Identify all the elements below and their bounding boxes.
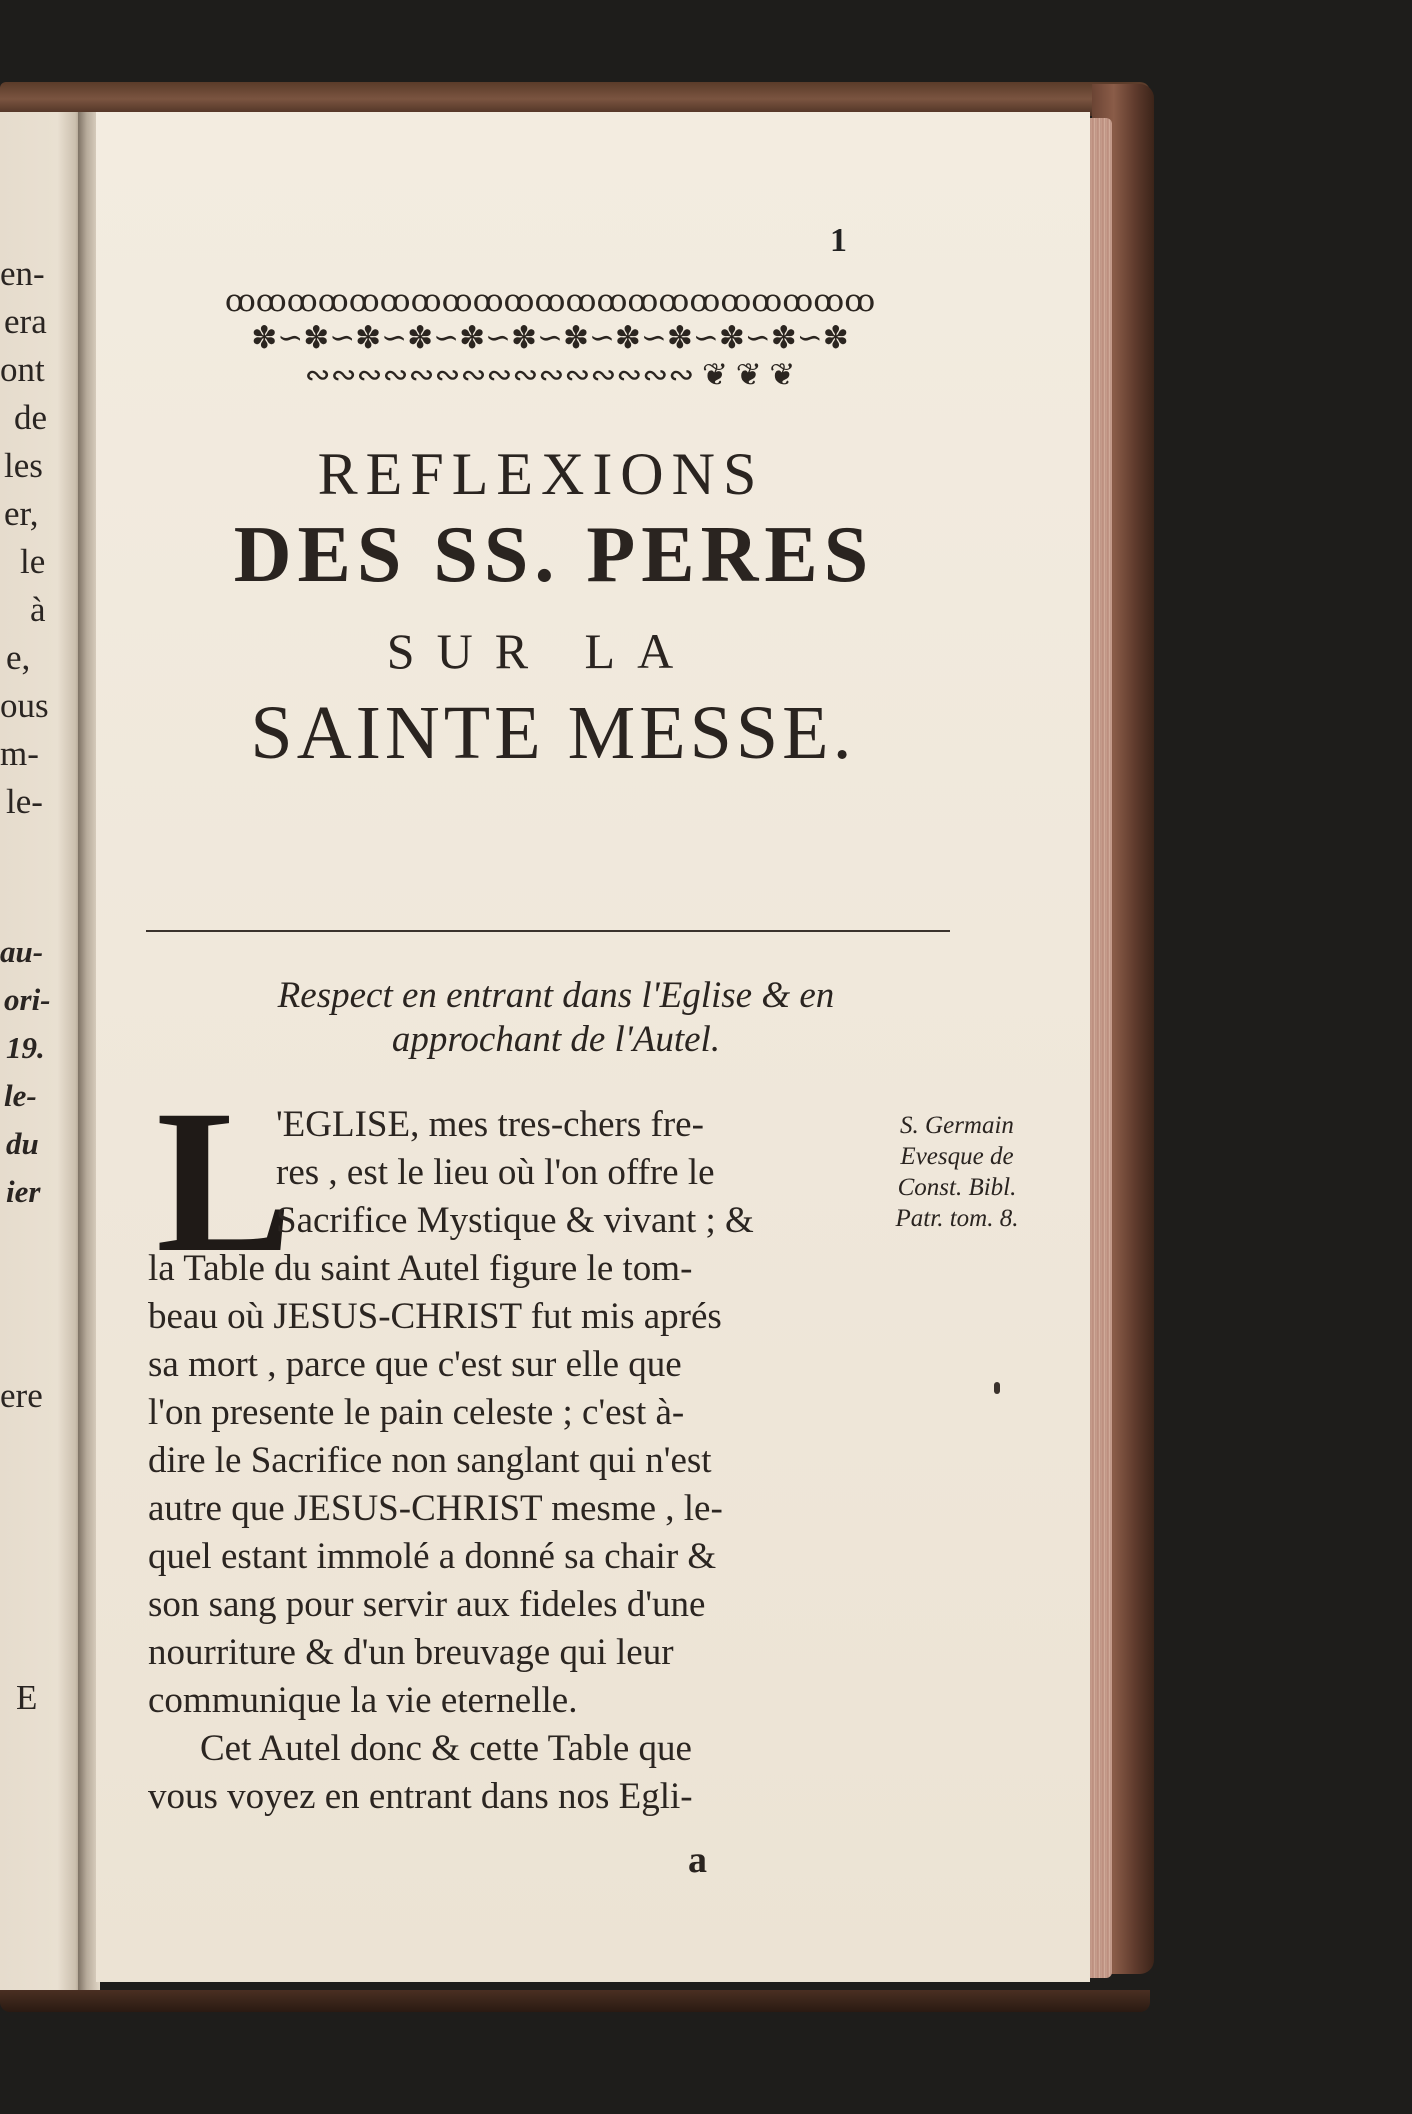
body-line: dire le Sacrifice non sanglant qui n'est — [148, 1440, 712, 1481]
ink-spot — [994, 1382, 1000, 1394]
title-rule — [146, 930, 950, 932]
left-fragment: à — [30, 590, 46, 629]
left-fragment: ori- — [4, 982, 51, 1017]
previous-page-strip — [0, 112, 82, 1990]
left-fragment: en- — [0, 254, 45, 293]
ornament-row: ꝏꝏꝏꝏꝏꝏꝏꝏꝏꝏꝏꝏꝏꝏꝏꝏꝏꝏꝏꝏꝏ — [224, 283, 876, 318]
left-fragment: m- — [0, 734, 39, 773]
book-cover-bottom-edge — [0, 1990, 1150, 2012]
ornament-row: ✽∽✽∽✽∽✽∽✽∽✽∽✽∽✽∽✽∽✽∽✽∽✽ — [251, 320, 849, 355]
drop-cap: L — [156, 1068, 293, 1295]
left-fragment: ere — [0, 1376, 43, 1415]
body-line: quel estant immolé a donné sa chair & — [148, 1536, 717, 1577]
body-line: autre que JESUS-CHRIST mesme , le- — [148, 1488, 723, 1529]
title-line-4: SAINTE MESSE. — [250, 691, 856, 775]
headpiece-ornament — [140, 282, 960, 400]
body-line: nourriture & d'un breuvage qui leur — [148, 1632, 674, 1673]
subheading-line-1: Respect en entrant dans l'Eglise & en — [277, 975, 835, 1016]
body-line: Cet Autel donc & cette Table que — [200, 1728, 692, 1769]
body-line: 'EGLISE, mes tres-chers fre- — [276, 1104, 704, 1145]
margin-note-line: Evesque de — [900, 1143, 1014, 1170]
left-fragment: E — [16, 1678, 38, 1717]
subheading-line-2: approchant de l'Autel. — [391, 1019, 721, 1060]
body-line: vous voyez en entrant dans nos Egli- — [148, 1776, 693, 1817]
title-line-3: SUR LA — [386, 623, 696, 679]
body-line: communique la vie eternelle. — [148, 1680, 578, 1721]
body-line: son sang pour servir aux fideles d'une — [148, 1584, 706, 1625]
left-fragment: ont — [0, 350, 45, 389]
left-fragment: e, — [6, 638, 31, 677]
left-fragment: er, — [4, 494, 39, 533]
left-fragment: ier — [6, 1174, 41, 1209]
margin-note-line: S. Germain — [900, 1112, 1014, 1139]
title-line-2: DES SS. PERES — [233, 511, 875, 599]
title-line-1: REFLEXIONS — [317, 441, 765, 507]
ornament-row: ∾∾∾∾∾∾∾∾∾∾∾∾∾∾∾ ❦ ❦ ❦ — [304, 357, 796, 392]
left-fragment: 19. — [6, 1030, 45, 1065]
body-line: res , est le lieu où l'on offre le — [276, 1152, 715, 1193]
book-page — [96, 112, 1090, 1982]
body-line: l'on presente le pain celeste ; c'est à- — [148, 1392, 685, 1433]
left-fragment: au- — [0, 934, 44, 969]
body-line: sa mort , parce que c'est sur elle que — [148, 1344, 682, 1385]
page-number: 1 — [830, 222, 847, 259]
left-fragment: era — [4, 302, 47, 341]
margin-note-line: Const. Bibl. — [897, 1174, 1017, 1201]
margin-note — [872, 1110, 1042, 1234]
body-line: beau où JESUS-CHRIST fut mis aprés — [148, 1296, 722, 1337]
left-fragment: le- — [6, 782, 43, 821]
left-fragment: le- — [4, 1078, 37, 1113]
left-fragment: de — [14, 398, 48, 437]
left-fragment: ous — [0, 686, 49, 725]
margin-note-line: Patr. tom. 8. — [895, 1205, 1019, 1232]
left-fragment: les — [4, 446, 43, 485]
body-line: la Table du saint Autel figure le tom- — [148, 1248, 693, 1289]
signature-mark: a — [688, 1839, 707, 1881]
book-cover-top-edge — [0, 82, 1150, 116]
left-fragment: du — [6, 1126, 39, 1161]
body-line: Sacrifice Mystique & vivant ; & — [276, 1200, 754, 1241]
left-fragment: le — [20, 542, 46, 581]
